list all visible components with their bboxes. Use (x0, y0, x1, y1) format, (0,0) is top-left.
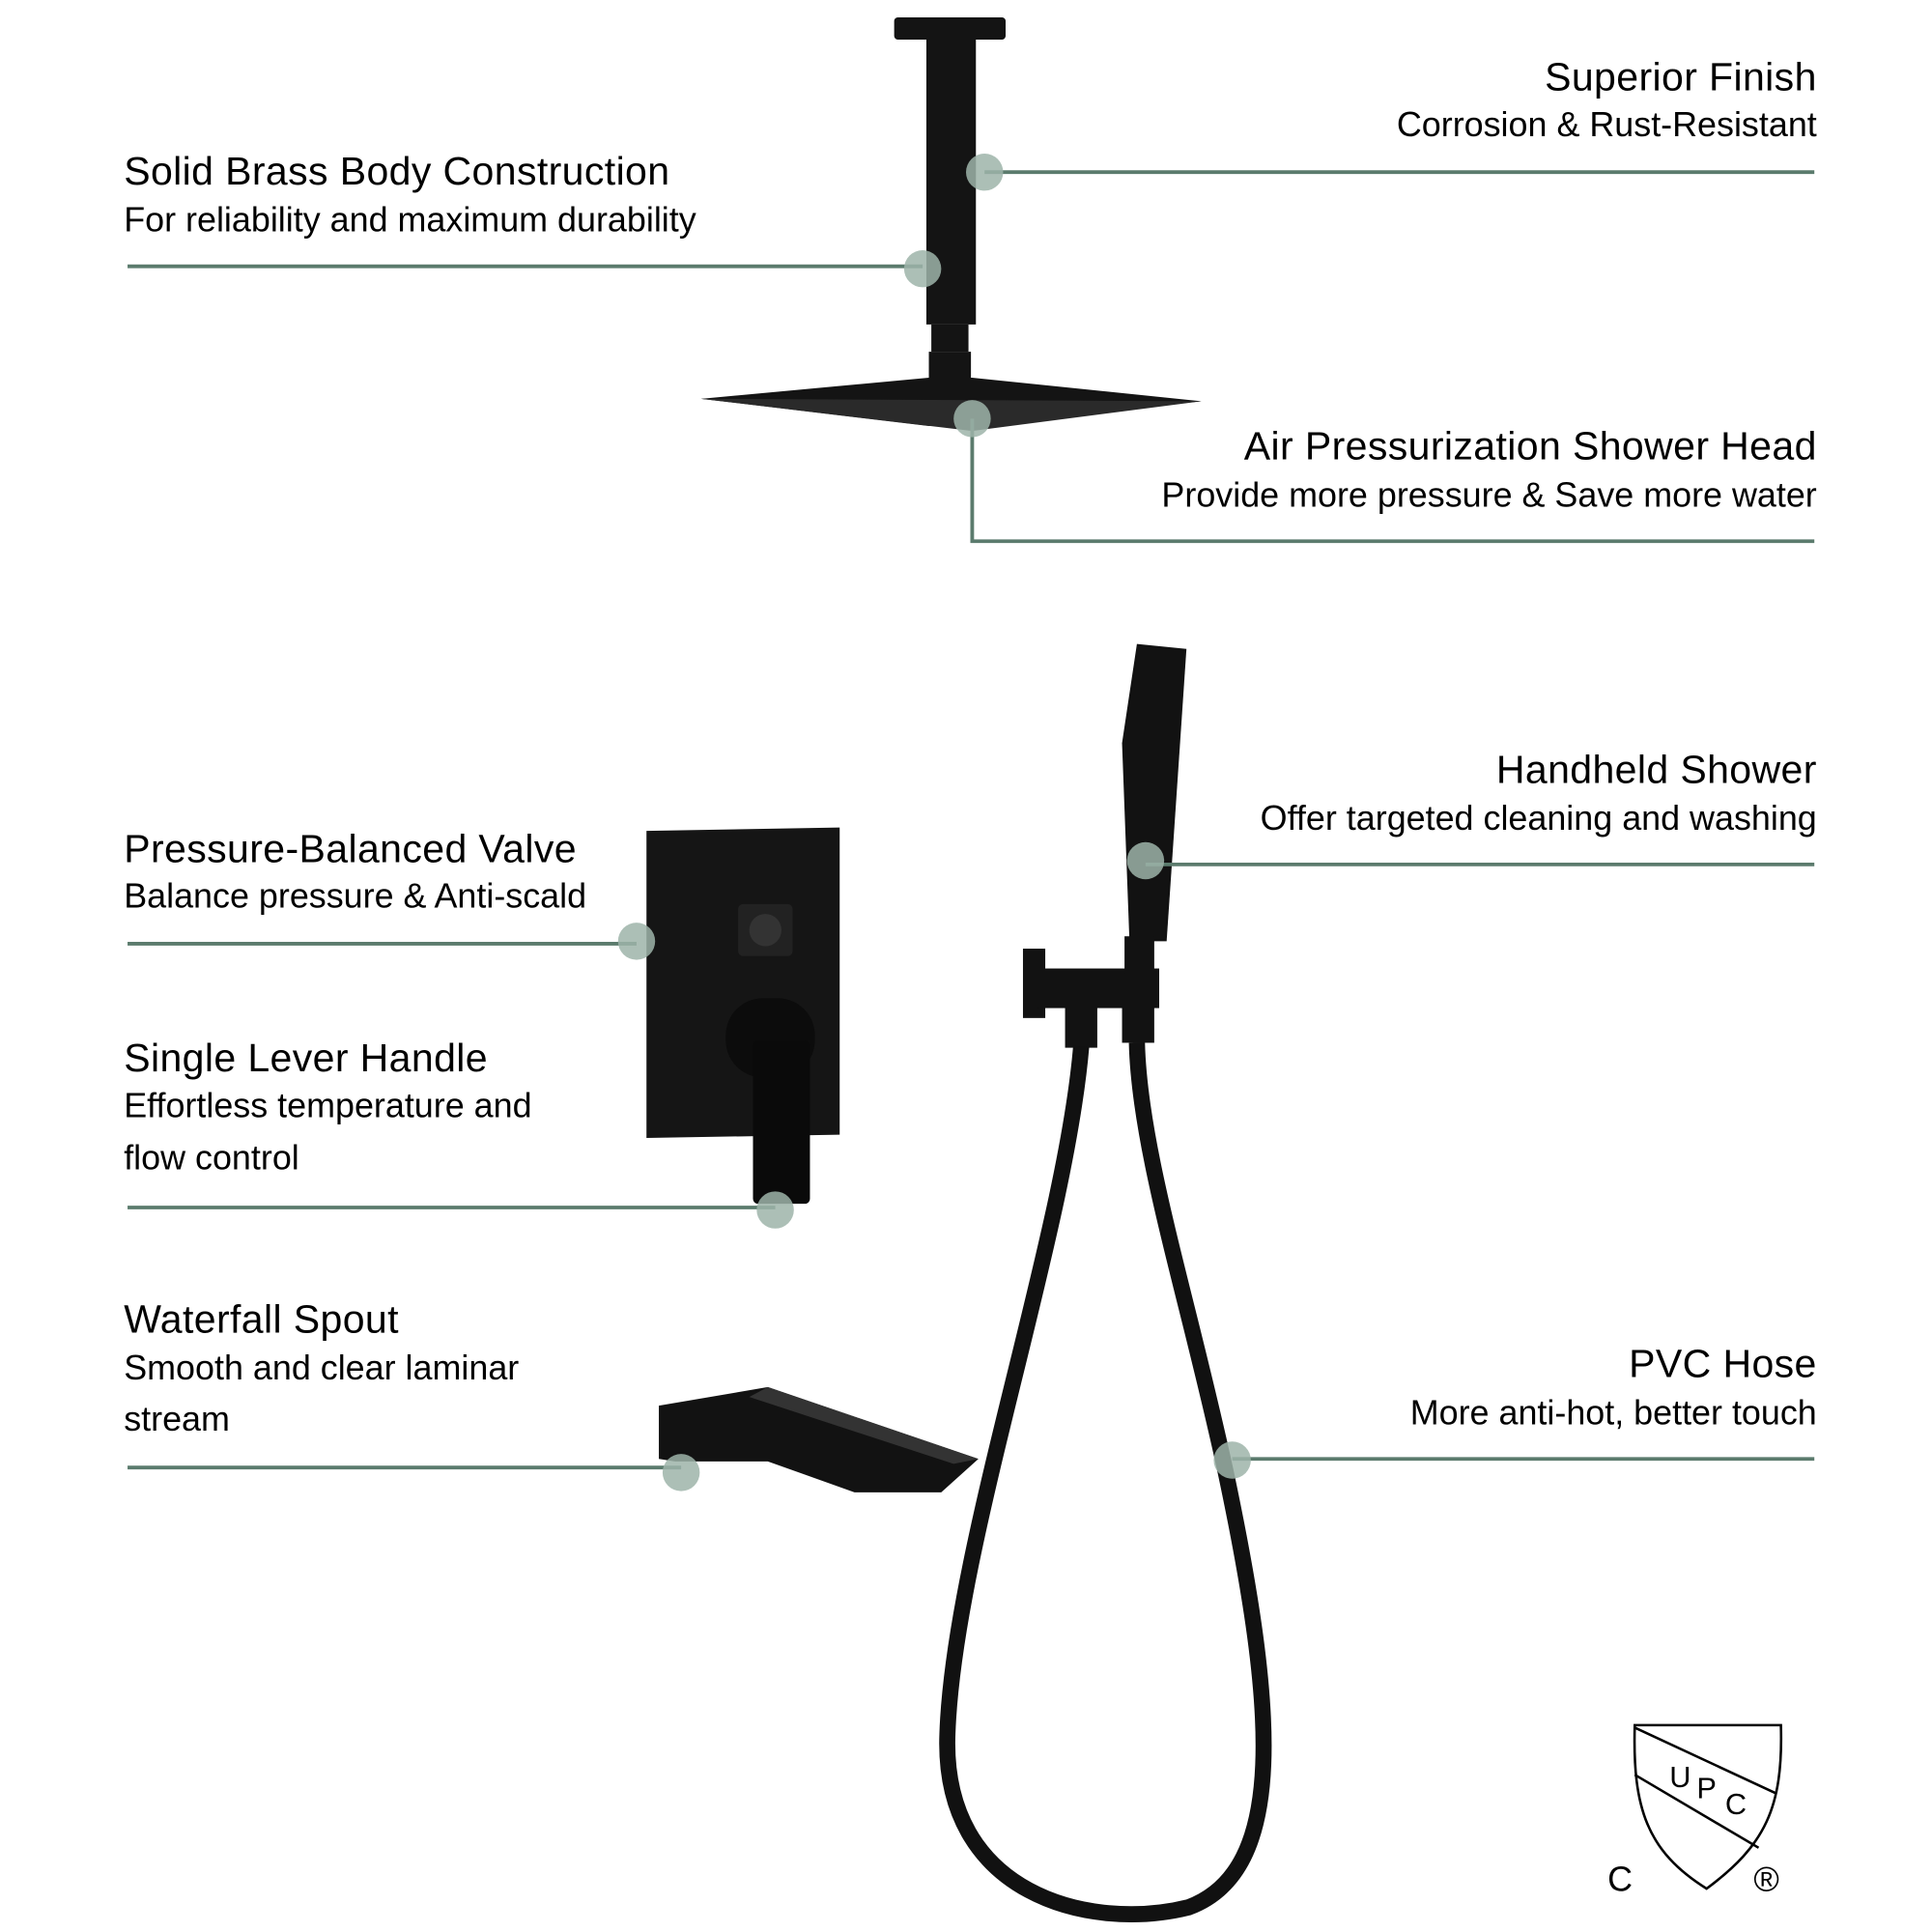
handheld-shower (1023, 644, 1186, 1048)
ceiling-shower-arm (701, 17, 1202, 431)
feature-subtitle: For reliability and maximum durability (124, 200, 696, 240)
feature-subtitle: Balance pressure & Anti-scald (124, 876, 587, 916)
feature-subtitle: flow control (124, 1138, 299, 1177)
feature-title: Pressure-Balanced Valve (124, 826, 577, 871)
feature-subtitle: More anti-hot, better touch (1409, 1393, 1817, 1433)
feature-title: Handheld Shower (1495, 747, 1817, 792)
pvc-hose (948, 1042, 1264, 1914)
feature-title: PVC Hose (1629, 1341, 1817, 1386)
feature-subtitle: Provide more pressure & Save more water (1161, 475, 1817, 515)
upc-certification-logo (1607, 1725, 1781, 1899)
feature-subtitle: stream (124, 1399, 230, 1438)
feature-title: Superior Finish (1545, 54, 1817, 99)
svg-text:P: P (1696, 1771, 1717, 1805)
valve-trim (646, 828, 839, 1205)
feature-title: Single Lever Handle (124, 1035, 488, 1080)
feature-subtitle: Effortless temperature and (124, 1086, 532, 1125)
svg-text:C: C (1724, 1787, 1747, 1822)
feature-subtitle: Corrosion & Rust-Resistant (1396, 104, 1817, 144)
feature-subtitle: Offer targeted cleaning and washing (1260, 798, 1817, 838)
feature-title: Air Pressurization Shower Head (1243, 423, 1817, 469)
svg-text:®: ® (1753, 1860, 1779, 1899)
waterfall-spout (659, 1387, 979, 1492)
svg-text:C: C (1607, 1860, 1634, 1899)
svg-text:U: U (1669, 1759, 1691, 1794)
feature-subtitle: Smooth and clear laminar (124, 1349, 520, 1387)
feature-title: Solid Brass Body Construction (124, 148, 670, 193)
feature-title: Waterfall Spout (124, 1296, 399, 1342)
